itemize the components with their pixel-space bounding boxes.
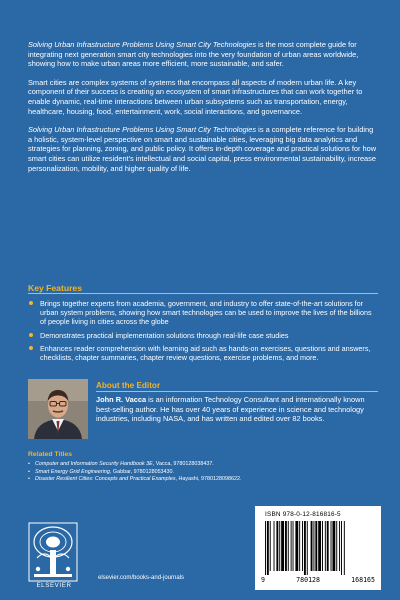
key-feature-text: Demonstrates practical implementation solutions through real-life case studies <box>40 330 289 340</box>
editor-bio-text: is an information Technology Consultant and internationally known best-selling author. He has over 40 years of experience in science and technology industries, including NASA, and has written and edited over 82 books. <box>96 395 365 424</box>
barcode-panel <box>255 506 381 590</box>
publisher-url[interactable]: elsevier.com/books-and-journals <box>98 575 185 581</box>
barcode-digit-group: 9 <box>261 576 265 584</box>
intro-paragraph-2: Smart cities are complex systems of systems that encompass all aspects of modern urban life. A key component of their success is creating an ecosystem of smart infrastructures that can work together to enable dynamic, real-time interactions between urban subsystems such as transportation, energy, healthcare, housing, food, entertainment, work, social interactions, and governance. <box>28 77 363 116</box>
intro-paragraph-1-text: is the most complete guide for integrating next generation smart city technologies into the very foundation of urban areas worldwide, showing how to make urban areas more efficient, more sustainable, and safer. <box>28 40 359 69</box>
book-title-italic: Solving Urban Infrastructure Problems Using Smart City Technologies <box>28 125 257 135</box>
related-title-name: Smart Energy Grid Engineering <box>35 468 110 475</box>
intro-paragraph-3-text: is a complete reference for building a holistic, system-level perspective on smart and sustainable cities, leveraging big data analytics and strategies for planning, zoning, and public policy. It offers in-depth coverage and practical solutions for how smart cities can utilize resident's intellectual and social capital, press environmental sustainability, increase personalization, mobility, and higher quality of life. <box>28 125 377 173</box>
editor-name: John R. Vacca <box>96 395 147 404</box>
editor-photo <box>28 379 88 439</box>
related-title-item <box>28 476 378 484</box>
elsevier-tree-logo-icon <box>28 522 78 582</box>
key-features-divider <box>28 293 378 294</box>
key-features-heading: Key Features <box>28 283 82 293</box>
related-title-details: , Hayashi, 9780128098622. <box>175 476 242 483</box>
related-titles-list <box>28 461 378 484</box>
key-feature-text: Brings together experts from academia, government, and industry to offer state-of-the-art solutions for urban system problems, showing how smart technologies can be used to improve the lives of the billions of people living in cities across the globe <box>40 299 372 327</box>
related-title-item <box>28 469 378 477</box>
about-editor-heading: About the Editor <box>96 381 161 390</box>
about-editor-divider <box>96 391 378 392</box>
key-feature-item <box>28 331 378 340</box>
related-titles-heading: Related Titles <box>28 451 73 458</box>
related-title-name: Computer and Information Security Handbook 3E <box>35 461 153 467</box>
editor-bio <box>96 395 380 424</box>
related-title-name: Disaster Resilient Cities: Concepts and Practical Examples <box>35 476 176 483</box>
intro-paragraph-3 <box>28 125 378 173</box>
barcode-digit-group: 780128 <box>296 576 320 584</box>
related-title-item <box>28 461 378 469</box>
bullet-icon <box>29 301 33 305</box>
intro-text <box>28 40 378 182</box>
intro-paragraph-1 <box>28 40 378 69</box>
barcode-icon <box>265 521 371 575</box>
barcode-digits <box>261 576 375 584</box>
key-features-list <box>28 299 378 366</box>
isbn-number: ISBN 978-0-12-816816-5 <box>265 511 341 518</box>
related-title-details: , Vacca, 9780128038437. <box>152 461 214 467</box>
related-title-details: , Gabbar, 9780128053430. <box>109 468 175 475</box>
book-title-italic: Solving Urban Infrastructure Problems Using Smart City Technologies <box>28 40 257 49</box>
key-feature-text: Enhances reader comprehension with learning aid such as hands-on exercises, questions and answers, checklists, chapter summaries, chapter review questions, exercise problems, and more. <box>40 343 371 363</box>
key-feature-item <box>28 299 378 327</box>
elsevier-wordmark: ELSEVIER <box>36 582 72 589</box>
key-feature-item <box>28 344 378 362</box>
editor-portrait-icon <box>28 379 88 439</box>
bullet-icon <box>29 346 33 350</box>
bullet-icon <box>29 333 33 337</box>
barcode-digit-group: 168165 <box>351 576 375 584</box>
